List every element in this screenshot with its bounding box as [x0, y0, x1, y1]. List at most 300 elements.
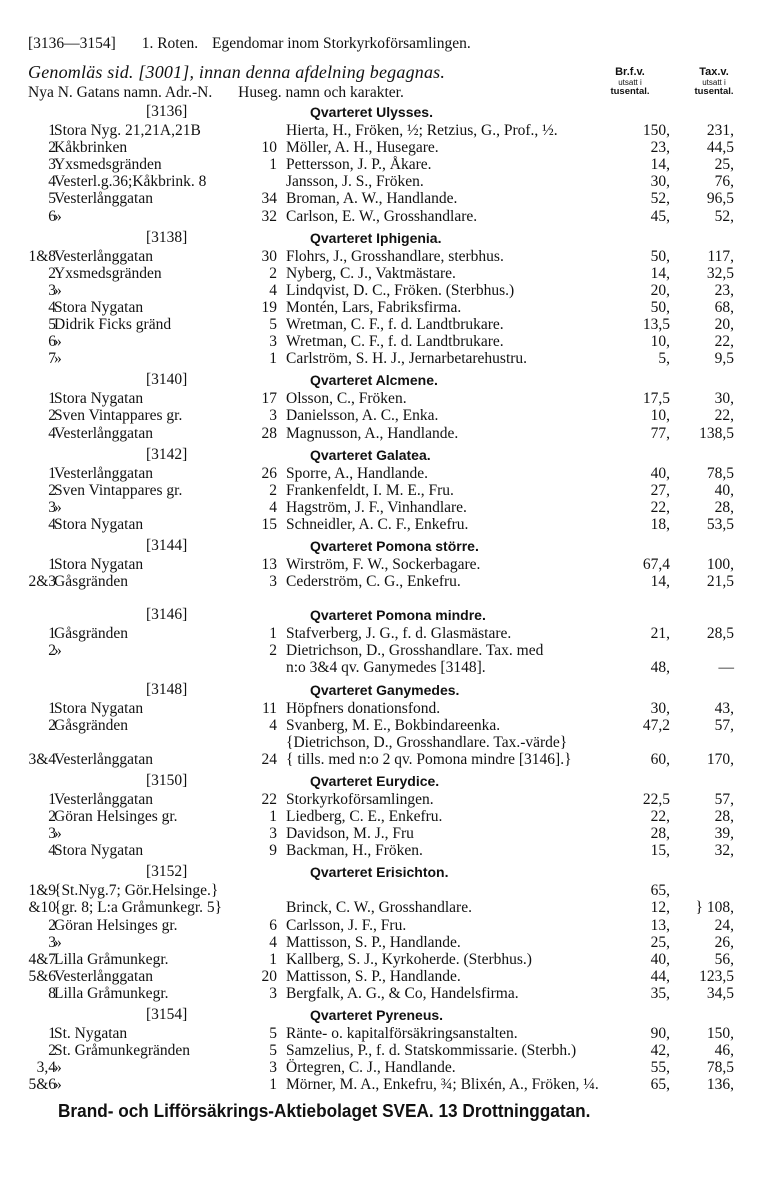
row-index-text: 3 [48, 156, 56, 174]
property-row [0, 899, 770, 916]
row-address: Sven Vintappares gr. [54, 407, 183, 425]
row-fire-insurance-value: 27, [650, 481, 670, 499]
row-address: Kåkbrinken [54, 139, 128, 157]
quarter-name: Qvarteret Iphigenia. [310, 229, 442, 246]
row-address: » [54, 333, 62, 351]
row-owner: Backman, H., Fröken. [286, 842, 423, 860]
row-fire-insurance-value: 40, [650, 464, 670, 482]
row-address: Vesterlånggatan [54, 464, 153, 482]
row-address: Vesterlånggatan [54, 750, 153, 768]
property-row [0, 625, 770, 642]
row-tax-value: 56, [714, 950, 734, 968]
row-tax-value: — [718, 659, 734, 677]
row-house-number: 10 [261, 139, 277, 157]
row-tax-value: 28, [714, 808, 734, 825]
property-row [0, 882, 770, 899]
row-address: Stora Nygatan [54, 390, 144, 408]
row-owner: Mattisson, S. P., Handlande. [286, 933, 461, 951]
row-address: {St.Nyg.7; Gör.Helsinge.} [54, 882, 219, 900]
property-row [0, 700, 770, 717]
row-tax-value: 117, [707, 247, 734, 265]
quarter-number: [3154] [146, 1006, 188, 1023]
row-fire-insurance-value: 17,5 [642, 390, 670, 408]
row-address: Göran Helsinges gr. [54, 916, 178, 934]
row-fire-insurance-value: 90, [650, 1025, 670, 1042]
instruction-note: Genomläs sid. [3001], innan denna afdelning begagnas. [28, 62, 446, 82]
row-index-text: 2 [48, 407, 56, 425]
row-address: » [54, 1076, 62, 1094]
row-address: Vesterlånggatan [54, 247, 153, 265]
row-owner: Davidson, M. J., Fru [286, 825, 414, 843]
row-owner: Wirström, F. W., Sockerbagare. [286, 556, 481, 573]
row-owner: Wretman, C. F., f. d. Landtbrukare. [286, 316, 504, 333]
row-address: Lilla Gråmunkegr. [54, 950, 169, 968]
row-owner: Carlsson, J. F., Fru. [286, 916, 407, 934]
row-owner: Kallberg, S. J., Kyrkoherde. (Sterbhus.) [286, 950, 532, 968]
property-row [0, 265, 770, 282]
row-fire-insurance-value: 42, [650, 1042, 670, 1060]
row-house-number: 2 [269, 642, 277, 660]
row-address: » [54, 642, 62, 660]
row-index-text: 2 [48, 139, 56, 157]
quarter-name: Qvarteret Pyreneus. [310, 1007, 444, 1023]
row-house-number: 24 [261, 750, 277, 768]
quarter-number: [3148] [146, 680, 188, 698]
property-row [0, 825, 770, 842]
row-index-text: 2 [48, 716, 56, 734]
row-fire-insurance-value: 40, [650, 950, 670, 968]
row-index-text: 3 [48, 825, 56, 843]
quarter-name: Qvarteret Pomona mindre. [310, 607, 486, 624]
property-row [0, 299, 770, 316]
quarter-number: [3136] [146, 103, 188, 120]
row-fire-insurance-value: 50, [650, 298, 670, 316]
row-address: Vesterlånggatan [54, 967, 153, 985]
row-house-number: 1 [269, 156, 277, 174]
row-owner: Pettersson, J. P., Åkare. [286, 156, 432, 174]
row-index-text: 2 [48, 916, 56, 934]
row-owner: Lindqvist, D. C., Fröken. (Sterbhus.) [286, 281, 515, 299]
row-address: Stora Nygatan [54, 842, 144, 860]
property-row [0, 917, 770, 934]
row-address: Stora Nygatan [54, 699, 144, 717]
row-owner: Storkyrkoförsamlingen. [286, 790, 434, 808]
row-fire-insurance-value: 30, [650, 699, 670, 717]
row-house-number: 34 [261, 190, 277, 208]
row-house-number: 11 [262, 699, 277, 717]
column-header [28, 84, 404, 102]
row-index-text: 8 [48, 984, 56, 1002]
quarter-heading [0, 371, 770, 389]
row-house-number: 3 [269, 984, 277, 1002]
property-row [0, 1025, 770, 1042]
row-address: Yxsmedsgränden [54, 264, 162, 282]
row-fire-insurance-value: 22, [650, 498, 670, 516]
row-fire-insurance-value: 25, [650, 933, 670, 951]
property-row [0, 156, 770, 173]
quarter-heading [0, 446, 770, 464]
row-address: Göran Helsinges gr. [54, 808, 178, 825]
quarter-heading [0, 863, 770, 881]
row-fire-insurance-value: 150, [642, 122, 670, 139]
row-tax-value: 57, [714, 716, 734, 734]
property-row [0, 985, 770, 1002]
row-owner: Bergfalk, A. G., & Co, Handelsfirma. [286, 984, 519, 1002]
row-index-text: 3 [48, 281, 56, 299]
property-row [0, 642, 770, 659]
row-owner: {Dietrichson, D., Grosshandlare. Tax.-värde} [286, 733, 568, 751]
row-index-text: 6 [48, 333, 56, 351]
property-row [0, 190, 770, 207]
row-index-text: 1 [48, 556, 56, 573]
row-house-number: 1 [269, 350, 277, 368]
row-tax-value: 170, [706, 750, 734, 768]
row-house-number: 3 [269, 407, 277, 425]
page-range: [3136—3154] [28, 35, 116, 52]
row-address: » [54, 281, 62, 299]
row-fire-insurance-value: 50, [650, 247, 670, 265]
row-address: St. Gråmunkegränden [54, 1042, 191, 1060]
property-row [0, 951, 770, 968]
quarter-name: Qvarteret Erisichton. [310, 864, 449, 881]
row-fire-insurance-value: 55, [650, 1059, 670, 1077]
quarter-heading [0, 681, 770, 699]
property-row [0, 390, 770, 407]
row-index-text: 1&9 [28, 882, 56, 900]
row-tax-value: 76, [714, 173, 734, 191]
page-header [28, 35, 471, 53]
row-tax-value: 150, [706, 1025, 734, 1042]
row-owner: Dietrichson, D., Grosshandlare. Tax. med [286, 642, 544, 660]
row-tax-value: 26, [714, 933, 734, 951]
row-fire-insurance-value: 20, [650, 281, 670, 299]
row-owner: Svanberg, M. E., Bokbindareenka. [286, 716, 501, 734]
quarter-number: [3146] [146, 606, 188, 624]
row-address: Vesterlånggatan [54, 190, 153, 208]
row-tax-value: 43, [714, 699, 734, 717]
row-fire-insurance-value: 21, [650, 625, 670, 643]
property-row [0, 350, 770, 367]
row-fire-insurance-value: 13,5 [642, 316, 670, 333]
column-header-taxv: Tax.v. utsatt i tusental. [694, 66, 734, 97]
row-tax-value: 22, [714, 407, 734, 425]
property-row [0, 1059, 770, 1076]
row-owner: Stafverberg, J. G., f. d. Glasmästare. [286, 625, 512, 643]
property-row [0, 482, 770, 499]
row-tax-value: 138,5 [699, 424, 734, 442]
row-address: » [54, 825, 62, 843]
row-fire-insurance-value: 48, [650, 659, 670, 677]
row-tax-value: 44,5 [706, 139, 734, 157]
row-house-number: 26 [261, 464, 277, 482]
row-address: Didrik Ficks gränd [54, 316, 172, 333]
page-title: Egendomar inom Storkyrkoförsamlingen. [211, 35, 471, 52]
row-house-number: 28 [261, 424, 277, 442]
row-tax-value: 22, [714, 333, 734, 351]
column-header-owner: Huseg. namn och karakter. [238, 84, 404, 101]
row-house-number: 1 [269, 808, 277, 825]
row-address: Sven Vintappares gr. [54, 481, 183, 499]
quarter-heading [0, 772, 770, 790]
row-house-number: 4 [269, 281, 277, 299]
row-house-number: 4 [269, 716, 277, 734]
row-tax-value: 32, [714, 842, 734, 860]
quarter-heading [0, 103, 770, 121]
row-owner: Hierta, H., Fröken, ½; Retzius, G., Prof., ½. [286, 122, 558, 139]
row-house-number: 1 [269, 1076, 277, 1094]
row-tax-value: 78,5 [706, 1059, 734, 1077]
quarter-name: Qvarteret Pomona större. [310, 538, 479, 554]
row-tax-value: 52, [714, 207, 734, 225]
row-house-number: 2 [269, 264, 277, 282]
property-row [0, 122, 770, 139]
row-index-text: 4 [48, 515, 56, 533]
row-house-number: 13 [261, 556, 277, 573]
row-house-number: 6 [269, 916, 277, 934]
row-index-text: 6 [48, 207, 56, 225]
property-row [0, 425, 770, 442]
row-house-number: 5 [269, 1042, 277, 1060]
row-owner: Flohrs, J., Grosshandlare, sterbhus. [286, 247, 504, 265]
row-tax-value: 32,5 [706, 264, 734, 282]
row-address: Vesterl.g.36;Kåkbrink. 8 [54, 173, 207, 191]
row-owner: { tills. med n:o 2 qv. Pomona mindre [3146].} [286, 750, 572, 768]
row-owner: Schneidler, A. C. F., Enkefru. [286, 515, 469, 533]
row-index-text: 1 [48, 390, 56, 408]
property-row [0, 659, 770, 676]
row-owner: Magnusson, A., Handlande. [286, 424, 459, 442]
row-index-text: 2 [48, 642, 56, 660]
row-tax-value: 40, [714, 481, 734, 499]
row-owner: Samzelius, P., f. d. Statskommissarie. (Sterbh.) [286, 1042, 577, 1060]
row-house-number: 3 [269, 825, 277, 843]
property-row [0, 316, 770, 333]
row-fire-insurance-value: 52, [650, 190, 670, 208]
row-address: » [54, 1059, 62, 1077]
row-tax-value: 34,5 [706, 984, 734, 1002]
row-fire-insurance-value: 77, [650, 424, 670, 442]
row-fire-insurance-value: 44, [650, 967, 670, 985]
row-address: » [54, 498, 62, 516]
row-fire-insurance-value: 28, [650, 825, 670, 843]
row-index-text: 7 [48, 350, 56, 368]
row-house-number: 30 [261, 247, 277, 265]
row-address: Stora Nygatan [54, 556, 144, 573]
row-fire-insurance-value: 35, [650, 984, 670, 1002]
row-owner: Olsson, C., Fröken. [286, 390, 407, 408]
row-house-number: 2 [269, 481, 277, 499]
quarter-heading [0, 229, 770, 247]
row-fire-insurance-value: 14, [650, 264, 670, 282]
row-index-text: 3&4 [28, 750, 56, 768]
row-fire-insurance-value: 18, [650, 515, 670, 533]
row-tax-value: } 108, [695, 899, 734, 917]
row-owner: Nyberg, C. J., Vaktmästare. [286, 264, 456, 282]
row-tax-value: 46, [714, 1042, 734, 1060]
row-tax-value: 231, [706, 122, 734, 139]
quarter-heading [0, 537, 770, 555]
property-row [0, 734, 770, 751]
row-index-text: 4 [48, 424, 56, 442]
property-row [0, 282, 770, 299]
row-fire-insurance-value: 47,2 [642, 716, 670, 734]
row-tax-value: 20, [714, 316, 734, 333]
row-index-text: 1 [48, 1025, 56, 1042]
row-tax-value: 28, [714, 498, 734, 516]
quarter-number: [3142] [146, 445, 188, 463]
column-header-address: Nya N. Gatans namn. Adr.-N. [28, 84, 213, 101]
row-house-number: 17 [261, 390, 277, 408]
property-row [0, 934, 770, 951]
row-house-number: 3 [269, 333, 277, 351]
property-row [0, 968, 770, 985]
row-owner: Montén, Lars, Fabriksfirma. [286, 298, 462, 316]
column-header-brfv: Br.f.v. utsatt i tusental. [610, 66, 650, 97]
property-row [0, 173, 770, 190]
row-address: Gåsgränden [54, 625, 129, 643]
row-address: Yxsmedsgränden [54, 156, 162, 174]
row-owner: Örtegren, C. J., Handlande. [286, 1059, 456, 1077]
row-owner: Brinck, C. W., Grosshandlare. [286, 899, 472, 917]
row-fire-insurance-value: 30, [650, 173, 670, 191]
property-row [0, 333, 770, 350]
row-owner: Mattisson, S. P., Handlande. [286, 967, 461, 985]
row-house-number: 4 [269, 498, 277, 516]
row-fire-insurance-value: 10, [650, 333, 670, 351]
row-tax-value: 53,5 [706, 515, 734, 533]
quarter-name: Qvarteret Galatea. [310, 446, 431, 463]
property-row [0, 139, 770, 156]
row-index-text: 2 [48, 264, 56, 282]
row-fire-insurance-value: 22,5 [642, 790, 670, 808]
row-tax-value: 23, [714, 281, 734, 299]
quarter-number: [3140] [146, 371, 188, 389]
row-owner: n:o 3&4 qv. Ganymedes [3148]. [286, 659, 486, 677]
row-index-text: 2 [48, 1042, 56, 1060]
row-tax-value: 39, [714, 825, 734, 843]
row-address: Lilla Gråmunkegr. [54, 984, 169, 1002]
row-index-text: 4&7 [28, 950, 56, 968]
row-tax-value: 96,5 [706, 190, 734, 208]
row-house-number: 15 [261, 515, 277, 533]
row-owner: Carlson, E. W., Grosshandlare. [286, 207, 478, 225]
property-row [0, 556, 770, 573]
row-tax-value: 68, [714, 298, 734, 316]
row-index-text: 1&8 [28, 247, 56, 265]
row-address: Stora Nygatan [54, 515, 144, 533]
row-index-text: 1 [48, 699, 56, 717]
row-address: {gr. 8; L:a Gråmunkegr. 5} [54, 899, 223, 917]
row-fire-insurance-value: 12, [650, 899, 670, 917]
row-index-text: 3 [48, 933, 56, 951]
property-row [0, 407, 770, 424]
quarter-heading [0, 1006, 770, 1024]
row-fire-insurance-value: 65, [650, 882, 670, 900]
row-owner: Ränte- o. kapitalförsäkringsanstalten. [286, 1025, 518, 1042]
row-tax-value: 21,5 [706, 573, 734, 591]
row-tax-value: 30, [714, 390, 734, 408]
row-house-number: 3 [269, 573, 277, 591]
row-fire-insurance-value: 15, [650, 842, 670, 860]
quarter-name: Qvarteret Eurydice. [310, 772, 440, 789]
row-tax-value: 100, [706, 556, 734, 573]
row-index-text: 4 [48, 173, 56, 191]
row-house-number: 22 [261, 790, 277, 808]
row-index-text: 2 [48, 808, 56, 825]
district-label: 1. Roten. [141, 35, 199, 52]
property-row [0, 1076, 770, 1093]
row-address: Vesterlånggatan [54, 424, 153, 442]
property-row [0, 465, 770, 482]
row-address: Vesterlånggatan [54, 790, 153, 808]
row-owner: Hagström, J. F., Vinhandlare. [286, 498, 467, 516]
row-fire-insurance-value: 45, [650, 207, 670, 225]
advertisement-footer: Brand- och Lifförsäkrings-Aktiebolaget SVEA. 13 Drottninggatan. [58, 1100, 591, 1121]
row-fire-insurance-value: 67,4 [642, 556, 670, 573]
row-house-number: 1 [269, 950, 277, 968]
property-row [0, 842, 770, 859]
property-row [0, 717, 770, 734]
row-index-text: 1 [48, 790, 56, 808]
row-address: » [54, 207, 62, 225]
property-row [0, 791, 770, 808]
row-house-number: 3 [269, 1059, 277, 1077]
row-owner: Broman, A. W., Handlande. [286, 190, 458, 208]
row-tax-value: 78,5 [706, 464, 734, 482]
row-owner: Danielsson, A. C., Enka. [286, 407, 439, 425]
row-owner: Liedberg, C. E., Enkefru. [286, 808, 443, 825]
row-fire-insurance-value: 13, [650, 916, 670, 934]
row-house-number: 20 [261, 967, 277, 985]
quarter-number: [3144] [146, 537, 188, 554]
row-owner: Sporre, A., Handlande. [286, 464, 429, 482]
quarter-number: [3138] [146, 228, 188, 246]
row-fire-insurance-value: 23, [650, 139, 670, 157]
property-row [0, 208, 770, 225]
quarter-number: [3150] [146, 771, 188, 789]
row-tax-value: 57, [714, 790, 734, 808]
row-fire-insurance-value: 65, [650, 1076, 670, 1094]
row-owner: Carlström, S. H. J., Jernarbetarehustru. [286, 350, 528, 368]
row-index-text: 1 [48, 122, 56, 139]
property-row [0, 573, 770, 590]
row-tax-value: 136, [706, 1076, 734, 1094]
property-row [0, 516, 770, 533]
row-tax-value: 28,5 [706, 625, 734, 643]
property-row [0, 499, 770, 516]
row-address: Gåsgränden [54, 716, 129, 734]
row-index-text: 4 [48, 298, 56, 316]
row-index-text: 1 [48, 625, 56, 643]
row-tax-value: 25, [714, 156, 734, 174]
row-index-text: 5&6 [28, 1076, 56, 1094]
row-house-number: 32 [261, 207, 277, 225]
row-house-number: 5 [269, 316, 277, 333]
property-row [0, 248, 770, 265]
quarter-heading [0, 606, 770, 624]
quarter-number: [3152] [146, 863, 188, 881]
property-row [0, 1042, 770, 1059]
quarter-name: Qvarteret Ganymedes. [310, 681, 460, 698]
row-fire-insurance-value: 14, [650, 156, 670, 174]
row-fire-insurance-value: 10, [650, 407, 670, 425]
row-fire-insurance-value: 60, [650, 750, 670, 768]
row-index-text: 3,4 [36, 1059, 56, 1077]
row-fire-insurance-value: 5, [658, 350, 670, 368]
row-fire-insurance-value: 14, [650, 573, 670, 591]
row-owner: Frankenfeldt, I. M. E., Fru. [286, 481, 454, 499]
row-index-text: 2 [48, 481, 56, 499]
